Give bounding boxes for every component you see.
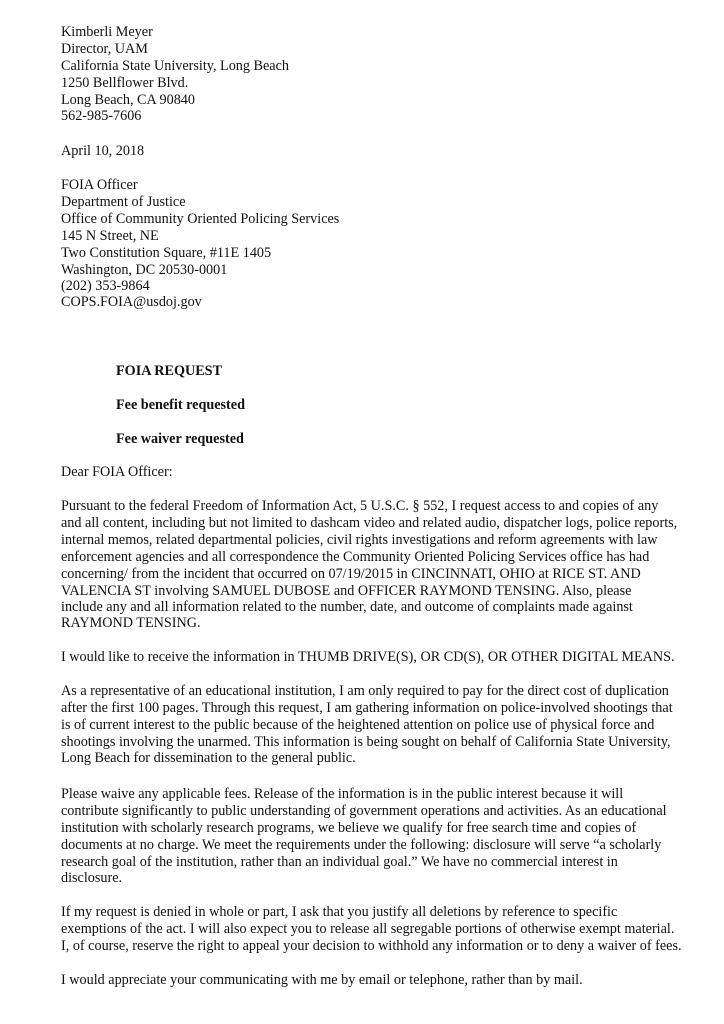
paragraph-line: and all content, including but not limited to dashcam video and related audio, dispatcher logs, police reports, <box>61 515 678 531</box>
heading-fee-benefit: Fee benefit requested <box>116 397 245 413</box>
paragraph-line: Pursuant to the federal Freedom of Information Act, 5 U.S.C. § 552, I request access to and copies of any <box>61 498 659 514</box>
paragraph-line: documents at no charge. We meet the requirements under the following: disclosure will serve “a scholarly <box>61 837 662 853</box>
paragraph-line: I would like to receive the information in THUMB DRIVE(S), OR CD(S), OR OTHER DIGITAL MEANS. <box>61 649 675 665</box>
paragraph-line: concerning/ from the incident that occurred on 07/19/2015 in CINCINNATI, OHIO at RICE ST. AND <box>61 566 641 582</box>
letter-date: April 10, 2018 <box>61 143 145 159</box>
recipient-line: FOIA Officer <box>61 177 138 193</box>
paragraph-line: internal memos, related departmental policies, civil rights investigations and reform agreements with law <box>61 532 658 548</box>
sender-city: Long Beach, CA 90840 <box>61 92 195 108</box>
recipient-line: 145 N Street, NE <box>61 228 159 244</box>
paragraph-line: contribute significantly to public understanding of government operations and activities. As an educational <box>61 803 667 819</box>
paragraph-line: If my request is denied in whole or part, I ask that you justify all deletions by reference to specific <box>61 904 618 920</box>
paragraph-line: VALENCIA ST involving SAMUEL DUBOSE and OFFICER RAYMOND TENSING. Also, please <box>61 583 632 599</box>
paragraph-line: research goal of the institution, rather than an individual goal.” We have no commercial interest in <box>61 854 618 870</box>
paragraph-line: RAYMOND TENSING. <box>61 615 201 631</box>
recipient-email: COPS.FOIA@usdoj.gov <box>61 294 202 310</box>
paragraph-line: is of current interest to the public because of the heightened attention on police use of physical force and <box>61 717 655 733</box>
paragraph-line: Please waive any applicable fees. Release of the information is in the public interest because it will <box>61 786 624 802</box>
sender-name: Kimberli Meyer <box>61 24 153 40</box>
paragraph-line: include any and all information related to the number, date, and outcome of complaints made against <box>61 599 633 615</box>
recipient-line: Washington, DC 20530-0001 <box>61 262 228 278</box>
paragraph-line: Long Beach for dissemination to the general public. <box>61 750 356 766</box>
paragraph-line: disclosure. <box>61 870 123 886</box>
recipient-line: Two Constitution Square, #11E 1405 <box>61 245 272 261</box>
paragraph-line: shootings involving the unarmed. This information is being sought on behalf of California State University, <box>61 734 671 750</box>
paragraph-line: after the first 100 pages. Through this request, I am gathering information on police-involved shootings that <box>61 700 673 716</box>
sender-street: 1250 Bellflower Blvd. <box>61 75 189 91</box>
paragraph-line: exemptions of the act. I will also expect you to release all segregable portions of otherwise exempt material. <box>61 921 675 937</box>
recipient-line: Office of Community Oriented Policing Services <box>61 211 340 227</box>
recipient-phone: (202) 353-9864 <box>61 278 150 294</box>
recipient-line: Department of Justice <box>61 194 186 210</box>
sender-organization: California State University, Long Beach <box>61 58 289 74</box>
paragraph-line: enforcement agencies and all correspondence the Community Oriented Policing Services office has had <box>61 549 650 565</box>
paragraph-line: As a representative of an educational institution, I am only required to pay for the direct cost of duplication <box>61 683 669 699</box>
paragraph-line: I would appreciate your communicating with me by email or telephone, rather than by mail. <box>61 972 583 988</box>
paragraph-line: institution with scholarly research programs, we believe we qualify for free search time and copies of <box>61 820 637 836</box>
heading-foia-request: FOIA REQUEST <box>116 363 223 379</box>
sender-title: Director, UAM <box>61 41 148 57</box>
paragraph-line: I, of course, reserve the right to appeal your decision to withhold any information or to deny a waiver of fees. <box>61 938 682 954</box>
salutation: Dear FOIA Officer: <box>61 464 173 480</box>
heading-fee-waiver: Fee waiver requested <box>116 431 244 447</box>
sender-phone: 562-985-7606 <box>61 108 142 124</box>
